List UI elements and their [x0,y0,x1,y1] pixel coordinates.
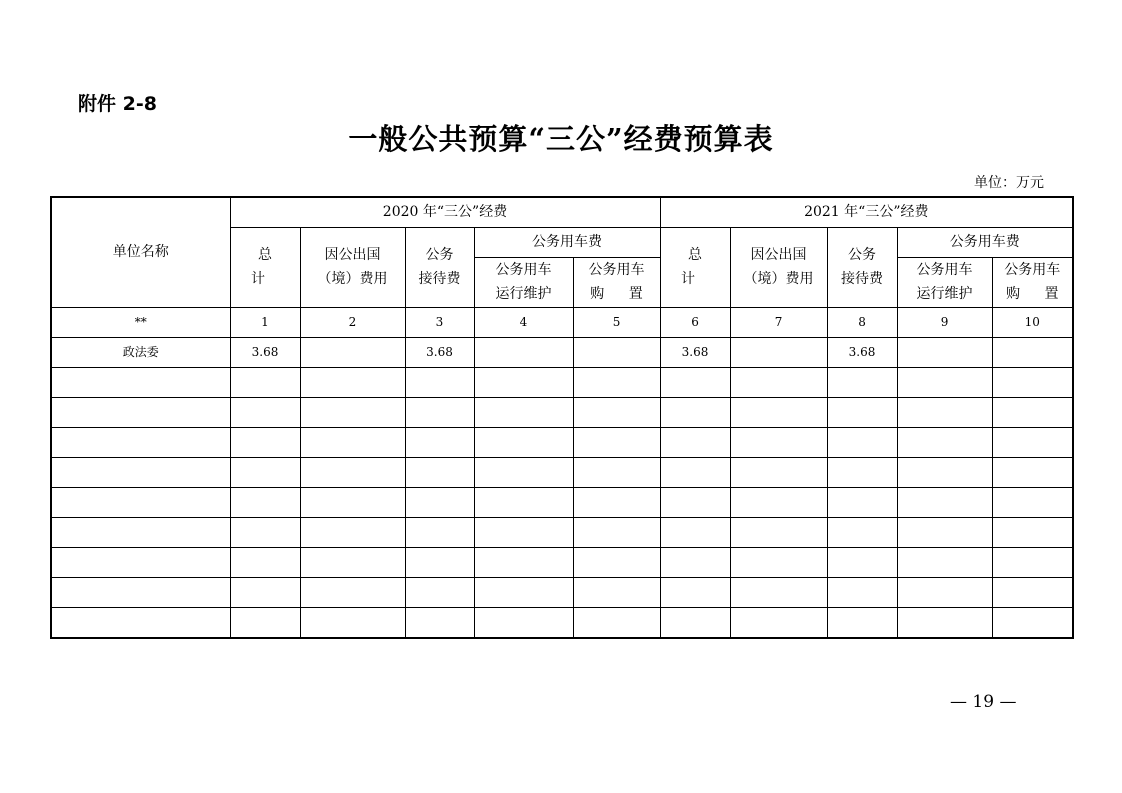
table-cell [405,367,474,397]
header-2021: 2021 年“三公”经费 [660,197,1073,227]
table-cell [730,577,827,607]
table-cell [992,427,1073,457]
table-row [51,607,1073,638]
row-unit-name [51,397,230,427]
table-cell [897,427,992,457]
table-cell [827,367,897,397]
row-unit-name [51,547,230,577]
table-cell [827,577,897,607]
table-cell [230,487,300,517]
table-cell [730,337,827,367]
index-cell: 5 [573,307,660,337]
table-cell [660,457,730,487]
table-cell [992,547,1073,577]
table-cell [300,337,405,367]
table-cell [573,457,660,487]
table-cell [474,457,573,487]
table-cell [730,547,827,577]
table-row [51,547,1073,577]
table-cell [300,397,405,427]
table-cell [405,547,474,577]
table-cell [660,487,730,517]
header-2020-abroad: 因公出国 （境）费用 [300,227,405,307]
page-number: — 19 — [950,692,1017,712]
table-cell [573,547,660,577]
table-cell [405,487,474,517]
table-cell [474,367,573,397]
table-row [51,367,1073,397]
table-cell [230,397,300,427]
table-cell [730,517,827,547]
index-cell: 6 [660,307,730,337]
table-cell [730,457,827,487]
index-cell: ** [51,307,230,337]
table-cell [573,517,660,547]
table-cell [300,487,405,517]
unit-label: 单位：万元 [974,175,1044,191]
table-cell [573,427,660,457]
row-unit-name [51,457,230,487]
index-cell: 10 [992,307,1073,337]
table-cell [992,367,1073,397]
table-cell [474,427,573,457]
header-2020-reception: 公务 接待费 [405,227,474,307]
table-cell [660,547,730,577]
table-cell [660,427,730,457]
table-cell [230,517,300,547]
table-cell [230,367,300,397]
index-cell: 4 [474,307,573,337]
table-cell [660,577,730,607]
table-cell [474,547,573,577]
table-cell [730,427,827,457]
index-cell: 9 [897,307,992,337]
attachment-label: 附件 2-8 [78,93,157,115]
table-cell: 3.68 [405,337,474,367]
header-2020: 2020 年“三公”经费 [230,197,660,227]
page-title: 一般公共预算“三公”经费预算表 [348,122,774,156]
row-unit-name [51,487,230,517]
row-unit-name [51,427,230,457]
table-cell: 3.68 [230,337,300,367]
header-2020-vehicle-buy: 公务用车 购 置 [573,257,660,307]
table-cell [300,427,405,457]
table-cell [230,577,300,607]
header-2021-abroad: 因公出国 （境）费用 [730,227,827,307]
table-cell [405,427,474,457]
table-cell [660,607,730,638]
table-cell [897,607,992,638]
table-cell [897,517,992,547]
table-cell [897,457,992,487]
table-cell [730,607,827,638]
table-row [51,517,1073,547]
table-cell [230,607,300,638]
index-cell: 1 [230,307,300,337]
table-cell [474,487,573,517]
table-cell [827,397,897,427]
budget-table [50,196,1074,639]
table-cell [573,337,660,367]
table-cell [897,487,992,517]
table-row [51,397,1073,427]
header-2020-vehicle: 公务用车费 [474,227,660,257]
table-cell [827,517,897,547]
table-cell [474,517,573,547]
table-row [51,427,1073,457]
table-cell [897,577,992,607]
table-cell [730,367,827,397]
table-cell [573,487,660,517]
table-cell [827,607,897,638]
table-cell: 3.68 [827,337,897,367]
index-cell: 3 [405,307,474,337]
table-cell [660,367,730,397]
table-cell [300,577,405,607]
table-cell [897,337,992,367]
table-cell [897,367,992,397]
header-unit-name: 单位名称 [51,197,230,307]
table-cell [405,457,474,487]
table-cell [474,337,573,367]
table-cell [405,577,474,607]
table-row [51,487,1073,517]
table-row [51,577,1073,607]
table-cell [897,547,992,577]
table-cell [573,607,660,638]
table-cell [730,487,827,517]
table-row [51,337,1073,367]
table-cell [474,577,573,607]
header-2020-total: 总 计 [230,227,300,307]
row-unit-name [51,577,230,607]
table-cell [300,517,405,547]
table-cell [660,397,730,427]
table-cell [992,607,1073,638]
table-cell [474,607,573,638]
row-unit-name [51,517,230,547]
table-cell [573,397,660,427]
header-2021-vehicle-ops: 公务用车 运行维护 [897,257,992,307]
table-cell [230,457,300,487]
table-cell [730,397,827,427]
header-2021-vehicle-buy: 公务用车 购 置 [992,257,1073,307]
table-cell [300,607,405,638]
table-cell: 3.68 [660,337,730,367]
table-cell [827,547,897,577]
table-cell [992,577,1073,607]
table-cell [827,457,897,487]
table-cell [897,397,992,427]
table-cell [573,367,660,397]
table-cell [230,427,300,457]
row-unit-name [51,367,230,397]
table-cell [230,547,300,577]
index-cell: 7 [730,307,827,337]
table-cell [992,517,1073,547]
index-row [51,307,1073,337]
table-cell [992,337,1073,367]
table-cell [992,397,1073,427]
table-cell [405,517,474,547]
table-cell [405,607,474,638]
table-cell [827,427,897,457]
header-2021-total: 总 计 [660,227,730,307]
header-2021-reception: 公务 接待费 [827,227,897,307]
table-cell [474,397,573,427]
table-cell [405,397,474,427]
index-cell: 8 [827,307,897,337]
table-row [51,457,1073,487]
table-cell [992,457,1073,487]
table-cell [573,577,660,607]
row-unit-name: 政法委 [51,337,230,367]
table-cell [300,457,405,487]
index-cell: 2 [300,307,405,337]
table-cell [660,517,730,547]
header-2021-vehicle: 公务用车费 [897,227,1073,257]
table-cell [300,367,405,397]
row-unit-name [51,607,230,638]
table-cell [300,547,405,577]
table-cell [992,487,1073,517]
table-cell [827,487,897,517]
header-2020-vehicle-ops: 公务用车 运行维护 [474,257,573,307]
